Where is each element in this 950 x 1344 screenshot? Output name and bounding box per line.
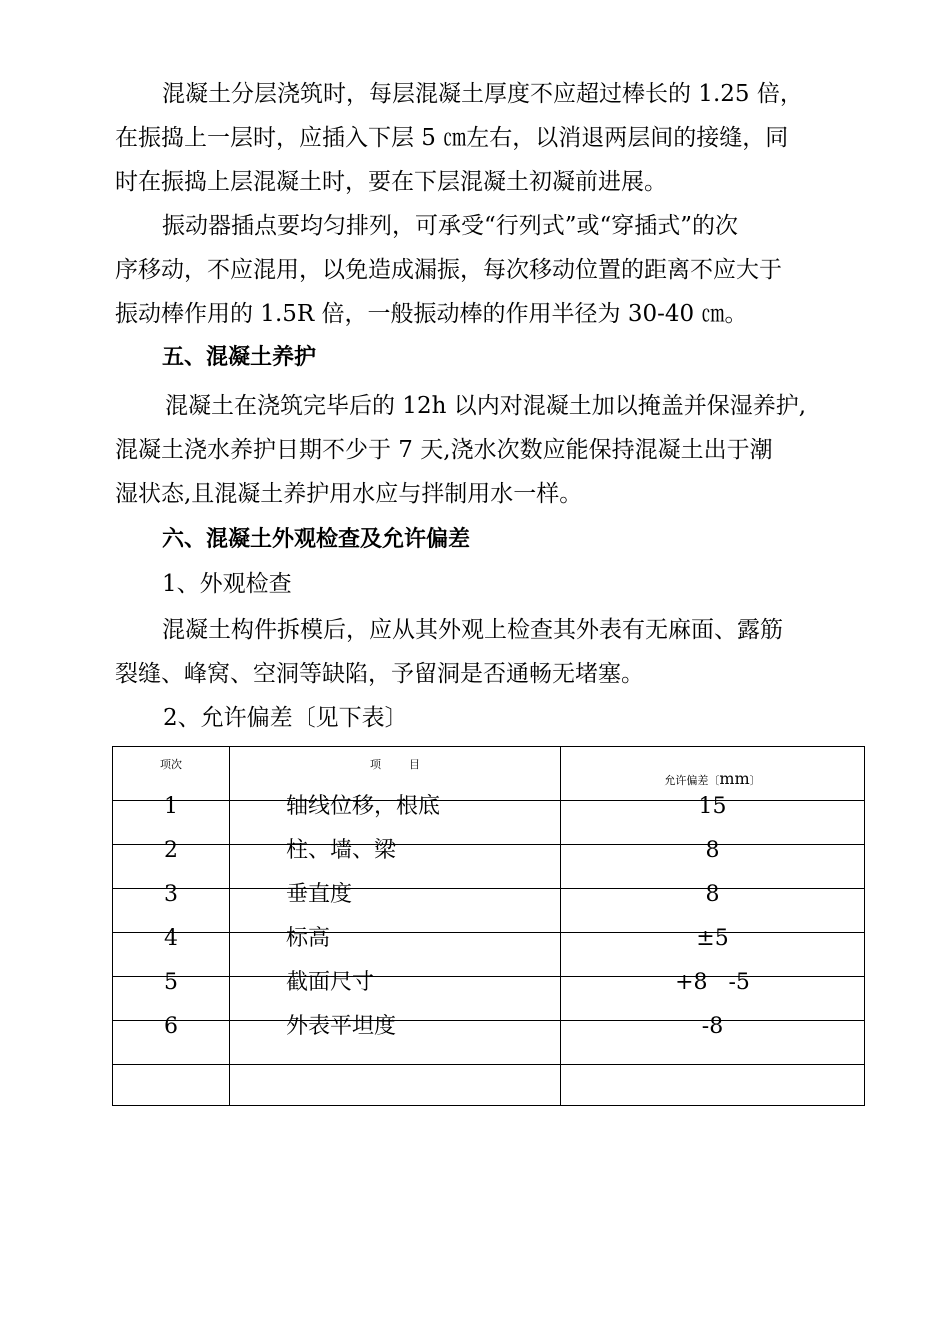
table-row [113, 845, 865, 889]
row-value: 8 [705, 838, 720, 863]
table-row [113, 933, 865, 977]
section-heading: 六、混凝土外观检查及允许偏差 [162, 527, 471, 552]
header-item-char2: 目 [409, 758, 420, 771]
row-no: 3 [164, 882, 178, 907]
row-value: +8 -5 [675, 970, 750, 995]
row-no: 6 [164, 1014, 178, 1039]
subsection-heading: 2、允许偏差〔见下表〕 [163, 705, 408, 731]
row-no: 4 [164, 926, 178, 951]
paragraph-line: 混凝土构件拆模后，应从其外观上检查其外表有无麻面、露筋 [162, 617, 783, 643]
header-no-label: 项次 [160, 758, 182, 771]
header-item-label [230, 747, 560, 777]
header-cell-no [113, 747, 230, 801]
paragraph-line: 裂缝、峰窝、空洞等缺陷，予留洞是否通畅无堵塞。 [115, 661, 644, 687]
table-row [113, 977, 865, 1021]
row-value: 15 [698, 794, 727, 819]
header-deviation-text: 允许偏差〔 [664, 774, 720, 787]
cell-empty [561, 1065, 865, 1106]
row-no: 1 [164, 794, 178, 819]
paragraph-line: 混凝土在浇筑完毕后的 12h 以内对混凝土加以掩盖并保湿养护, [165, 393, 807, 419]
table-row [113, 801, 865, 845]
cell-item [230, 926, 561, 977]
paragraph-line: 在振捣上一层时，应插入下层 5 ㎝左右，以消退两层间的接缝，同 [115, 125, 789, 151]
cell-no [113, 1014, 230, 1065]
row-value: ±5 [696, 926, 729, 951]
row-value: 8 [705, 882, 720, 907]
header-cell-deviation [561, 747, 865, 801]
cell-item [230, 838, 561, 889]
header-deviation-close: 〕 [749, 774, 761, 787]
table-header-row [113, 747, 865, 801]
header-deviation-label [561, 747, 864, 793]
paragraph-line: 时在振捣上层混凝土时，要在下层混凝土初凝前进展。 [115, 169, 667, 195]
row-item: 柱、墙、梁 [286, 838, 397, 863]
row-item: 轴线位移，根底 [286, 794, 441, 819]
cell-item [230, 882, 561, 933]
table-row [113, 1021, 865, 1065]
row-item: 标高 [286, 926, 331, 951]
row-item: 截面尺寸 [286, 970, 375, 995]
row-item: 垂直度 [286, 882, 353, 907]
cell-empty [230, 1065, 561, 1106]
header-item-char1: 项 [370, 758, 381, 771]
paragraph-line: 序移动，不应混用，以免造成漏振，每次移动位置的距离不应大于 [115, 257, 782, 283]
section-heading: 五、混凝土养护 [162, 345, 317, 370]
row-item: 外表平坦度 [286, 1014, 397, 1039]
paragraph-line: 混凝土浇水养护日期不少于 7 天,浇水次数应能保持混凝土出于潮 [115, 437, 773, 463]
paragraph-line: 振动棒作用的 1.5R 倍，一般振动棒的作用半径为 30-40 ㎝。 [115, 301, 748, 327]
cell-empty [113, 1065, 230, 1106]
row-value: -8 [701, 1014, 724, 1039]
subsection-heading: 1、外观检查 [162, 571, 292, 597]
deviation-table [112, 746, 865, 1106]
row-no: 5 [164, 970, 178, 995]
cell-item [230, 1014, 561, 1065]
paragraph-line: 湿状态,且混凝土养护用水应与拌制用水一样。 [115, 481, 583, 507]
table-row [113, 889, 865, 933]
table-row-empty [113, 1065, 865, 1106]
paragraph-line: 混凝土分层浇筑时，每层混凝土厚度不应超过棒长的 1.25 倍， [162, 81, 803, 107]
row-no: 2 [164, 838, 178, 863]
paragraph-line: 振动器插点要均匀排列，可承受“行列式”或“穿插式”的次 [162, 213, 739, 239]
cell-value [561, 1014, 865, 1065]
header-deviation-unit: mm [719, 769, 750, 788]
header-cell-item [230, 747, 561, 801]
